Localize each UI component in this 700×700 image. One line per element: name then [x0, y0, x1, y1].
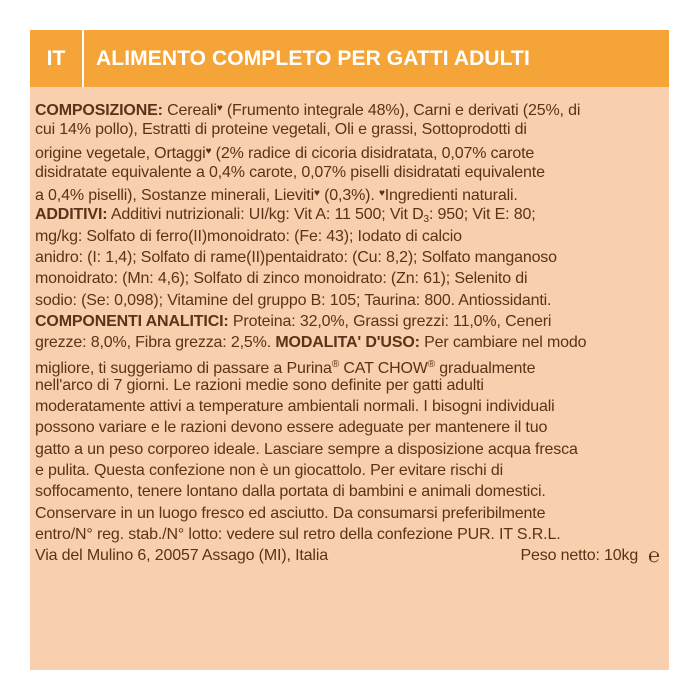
- text-line: possono variare e le razioni devono essere adeguate per mantenere il tuo: [35, 419, 548, 437]
- heart-icon: ♥: [205, 145, 212, 157]
- text-line: mg/kg: Solfato di ferro(II)monoidrato: (Fe: 43); Iodato di calcio: [35, 227, 462, 245]
- composition-heading: COMPOSIZIONE:: [35, 102, 163, 119]
- text-line: gatto a un peso corporeo ideale. Lasciare sempre a disposizione acqua fresca: [35, 440, 578, 458]
- header-bar: [30, 30, 669, 87]
- text-line: sodio: (Se: 0,098); Vitamine del gruppo B: 105; Taurina: 800. Antiossidanti.: [35, 291, 552, 309]
- text-line: disidratate equivalente a 0,4% carote, 0,07% piselli disidratati equivalente: [35, 163, 545, 181]
- text-line: grezze: 8,0%, Fibra grezza: 2,5%. MODALITA' D'USO: Per cambiare nel modo: [35, 334, 587, 352]
- usage-heading: MODALITA' D'USO:: [275, 334, 420, 352]
- header-divider: [82, 30, 84, 87]
- registered-mark: ®: [331, 358, 340, 370]
- heart-icon: ♥: [314, 188, 320, 200]
- text-line: origine vegetale, Ortaggi♥ (2% radice di cicoria disidratata, 0,07% carote: [35, 144, 535, 162]
- header-title: ALIMENTO COMPLETO PER GATTI ADULTI: [96, 47, 530, 70]
- heart-icon: ♥: [378, 188, 385, 200]
- text-line: a 0,4% piselli), Sostanze minerali, Lieviti♥ (0,3%). ♥Ingredienti naturali.: [35, 187, 518, 205]
- text-line: e pulita. Questa confezione non è un giocattolo. Per evitare rischi di: [35, 462, 504, 480]
- text-line: anidro: (I: 1,4); Solfato di rame(II)pentaidrato: (Cu: 8,2); Solfato manganoso: [35, 249, 557, 267]
- address: Via del Mulino 6, 20057 Assago (MI), Italia: [35, 547, 328, 565]
- text-line: ADDITIVI: Additivi nutrizionali: UI/kg: Vit A: 11 500; Vit $D_3$: 950; Vit E: 80;: [35, 206, 536, 226]
- net-weight: Peso netto: 10kg: [520, 546, 639, 564]
- text-line: COMPONENTI ANALITICI: Proteina: 32,0%, Grassi grezzi: 11,0%, Ceneri: [35, 312, 552, 330]
- text-line: cui 14% pollo), Estratti di proteine vegetali, Oli e grassi, Sottoprodotti di: [35, 121, 527, 139]
- text-line: moderatamente attivi a temperature ambientali normali. I bisogni individuali: [35, 398, 555, 416]
- text-line: COMPOSIZIONE: Cereali♥ (Frumento integrale 48%), Carni e derivati (25%, di: [35, 102, 581, 119]
- text-line: entro/N° reg. stab./N° lotto: vedere sul retro della confezione PUR. IT S.R.L.: [35, 525, 561, 543]
- text-line: migliore, ti suggeriamo di passare a Purina® CAT CHOW® gradualmente: [35, 358, 536, 377]
- heart-icon: ♥: [216, 103, 223, 114]
- estimated-sign-icon: ℮: [648, 544, 660, 567]
- registered-mark: ®: [427, 358, 435, 370]
- label-panel: [30, 30, 669, 670]
- analytical-heading: COMPONENTI ANALITICI:: [35, 312, 229, 330]
- label-text: [35, 98, 660, 567]
- language-code: IT: [46, 46, 66, 70]
- text-line: nell'arco di 7 giorni. Le razioni medie sono definite per gatti adulti: [35, 376, 484, 394]
- text-line: Conservare in un luogo fresco ed asciutto. Da consumarsi preferibilmente: [35, 504, 546, 522]
- text-line: monoidrato: (Mn: 4,6); Solfato di zinco monoidrato: (Zn: 61); Selenito di: [35, 270, 528, 288]
- text-line: [35, 545, 660, 566]
- text-line: soffocamento, tenere lontano dalla portata di bambini e animali domestici.: [35, 483, 546, 501]
- additives-heading: ADDITIVI:: [35, 206, 108, 224]
